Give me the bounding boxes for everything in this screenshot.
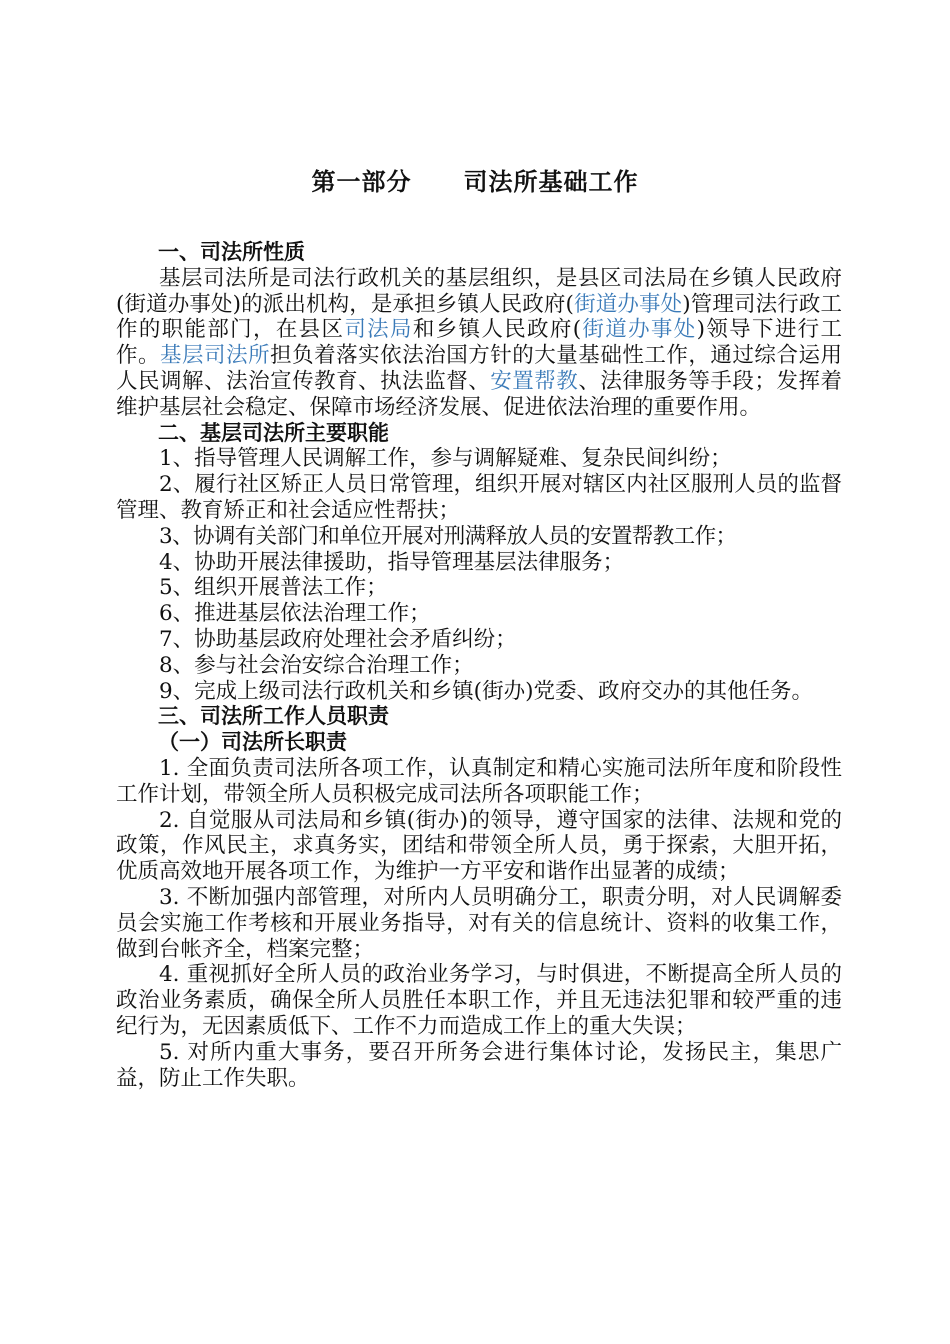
function-item: 5、组织开展普法工作； [159, 575, 388, 601]
function-item: 4、协助开展法律援助，指导管理基层法律服务； [159, 549, 625, 575]
title-name: 司法所基础工作 [463, 168, 639, 196]
duty-item: 4. 重视抓好全所人员的政治业务学习，与时俱进，不断提高全所人员的政治业务素质，确保全所人员胜任本职工作，并且无违法犯罪和较严重的违纪行为，无因素质低下、工作不力而造成工作上的重大失误； [116, 962, 842, 1039]
subsection-heading-director: （一）司法所长职责 [158, 730, 347, 755]
function-item: 8、参与社会治安综合治理工作； [159, 652, 474, 678]
link-justice-bureau[interactable]: 司法局 [344, 317, 413, 343]
link-grassroots-justice-office[interactable]: 基层司法所 [160, 343, 271, 369]
link-subdistrict-office-2[interactable]: 街道办事处 [581, 317, 697, 343]
nature-paragraph [116, 266, 842, 421]
section-heading-duties: 三、司法所工作人员职责 [158, 704, 389, 729]
text-run: 担负着落实依法治国方针的大量基础性工作，通过综合运用人民调解、法治宣传教育、执法监督、 [116, 343, 842, 394]
text-run: 、法律服务等手段；发挥着维护基层社会稳定、保障市场经济发展、促进依法治理的重要作用。 [116, 368, 842, 420]
function-item: 9、完成上级司法行政机关和乡镇(街办)党委、政府交办的其他任务。 [159, 678, 813, 704]
function-item: 1、指导管理人民调解工作，参与调解疑难、复杂民间纠纷； [159, 446, 732, 472]
section-heading-functions: 二、基层司法所主要职能 [158, 420, 389, 445]
link-subdistrict-office[interactable]: 街道办事处 [573, 291, 683, 317]
text-run: 基层司法所是司法行政机关的基层组织，是县区司法局在乡镇人民政府(街道办事处)的派出机构，是承担乡镇人民政府( [116, 265, 842, 317]
text-run: )领导下进行工作。 [116, 317, 842, 369]
function-item: 2、履行社区矫正人员日常管理，组织开展对辖区内社区服刑人员的监督管理、教育矫正和社会适应性帮扶； [116, 472, 842, 523]
link-resettlement-assistance[interactable]: 安置帮教 [490, 368, 579, 394]
section-heading-nature: 一、司法所性质 [158, 240, 305, 264]
duty-item: 3. 不断加强内部管理，对所内人员明确分工，职责分明，对人民调解委员会实施工作考核和开展业务指导，对有关的信息统计、资料的收集工作，做到台帐齐全，档案完整； [116, 884, 842, 962]
function-item: 7、协助基层政府处理社会矛盾纠纷； [159, 626, 517, 652]
duty-item: 5. 对所内重大事务，要召开所务会进行集体讨论，发扬民主，集思广益，防止工作失职。 [116, 1039, 842, 1091]
page-title [0, 162, 950, 197]
text-run: )管理司法行政工作的职能部门，在县区 [116, 291, 842, 343]
text-run: 和乡镇人民政府( [412, 317, 582, 343]
function-item: 6、推进基层依法治理工作； [159, 601, 431, 627]
duty-item: 1. 全面负责司法所各项工作，认真制定和精心实施司法所年度和阶段性工作计划，带领全所人员积极完成司法所各项职能工作； [116, 755, 842, 807]
document-body [116, 240, 842, 1091]
function-item: 3、协调有关部门和单位开展对刑满释放人员的安置帮教工作； [159, 523, 737, 549]
duty-item: 2. 自觉服从司法局和乡镇(街办)的领导，遵守国家的法律、法规和党的政策，作风民主，求真务实，团结和带领全所人员，勇于探索，大胆开拓，优质高效地开展各项工作，为维护一方平安和谐作出显著的成绩； [116, 807, 842, 885]
title-part: 第一部分 [311, 168, 412, 196]
